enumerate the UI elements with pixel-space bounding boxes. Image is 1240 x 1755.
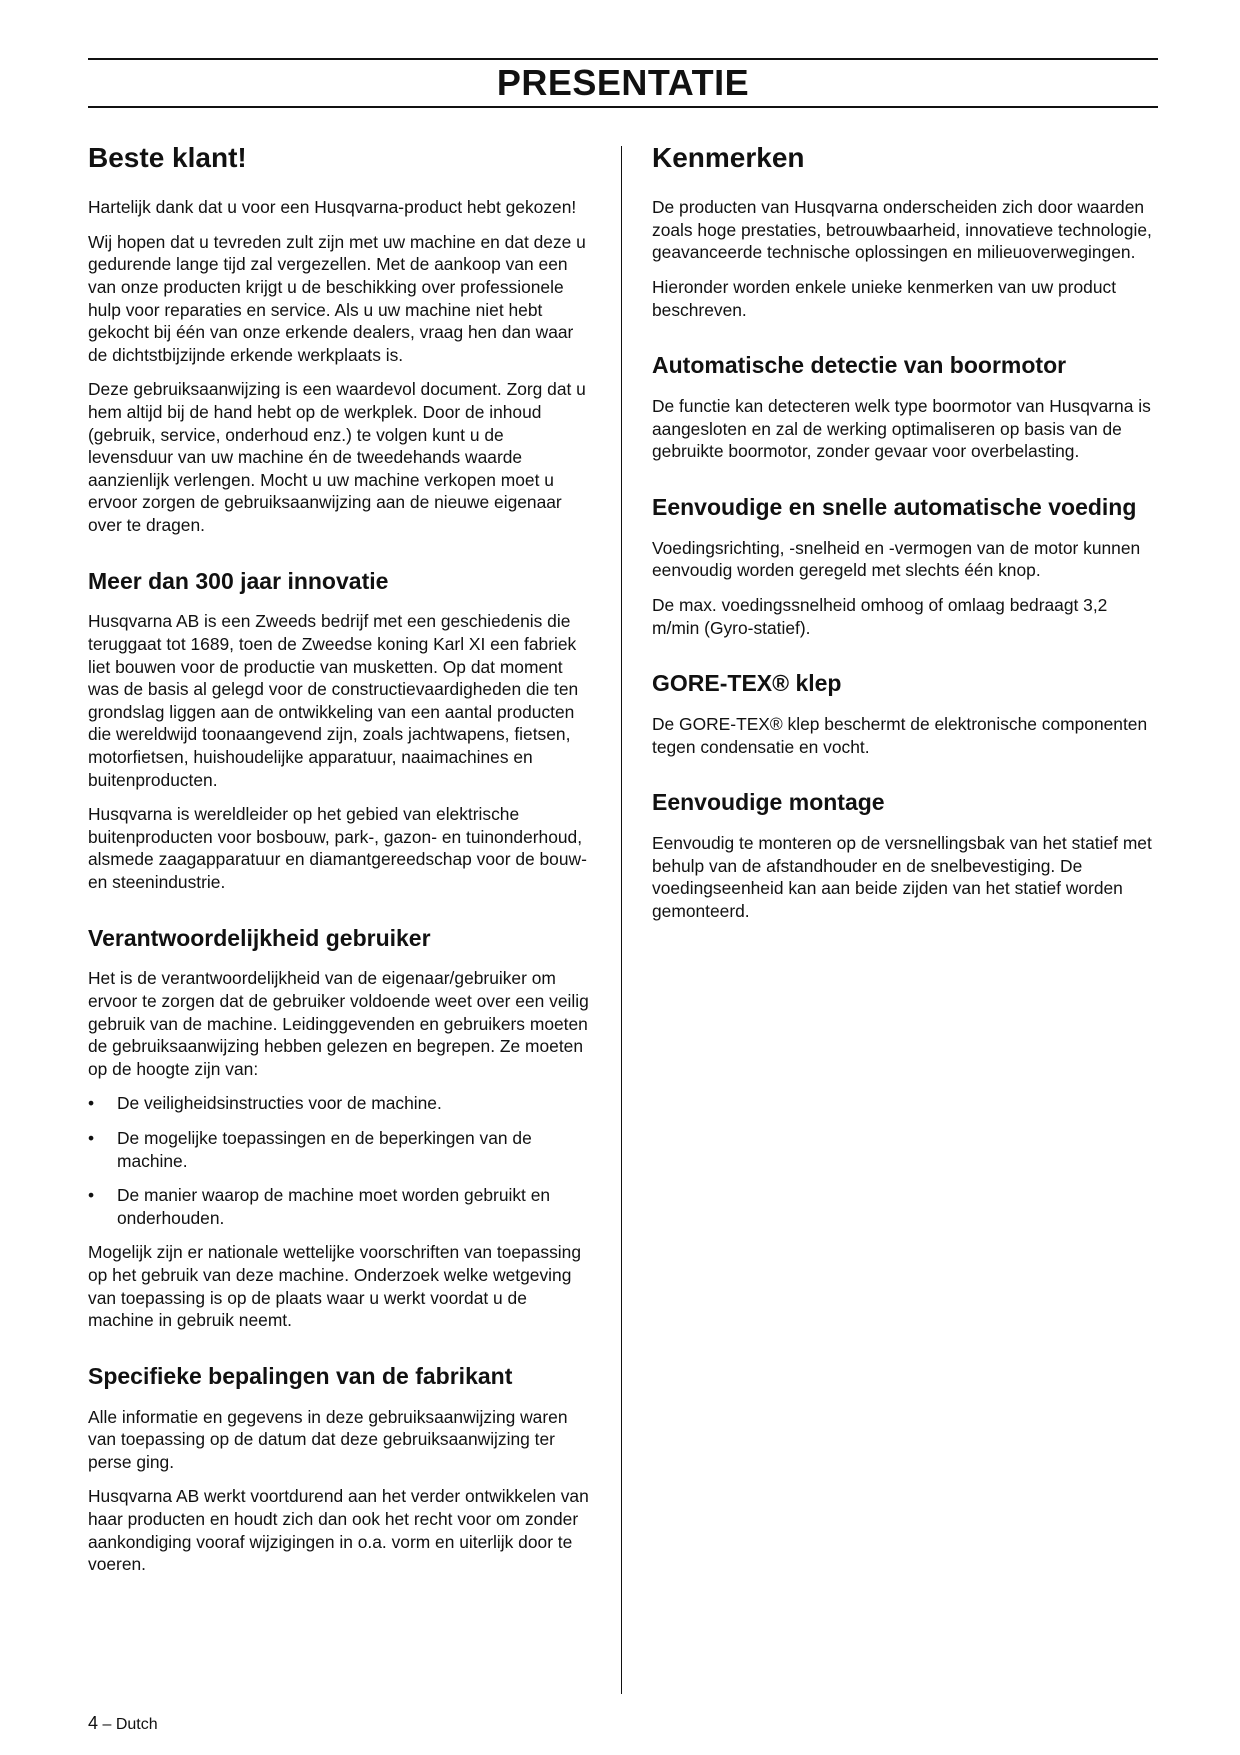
manufacturer-paragraph: Husqvarna AB werkt voortdurend aan het verder ontwikkelen van haar producten en houdt zich dan ook het recht voor om zonder aankondiging vooraf wijzigingen in o.a. vorm en uiterlijk door te voeren. <box>88 1486 589 1575</box>
feed-paragraph: De max. voedingssnelheid omhoog of omlaag bedraagt 3,2 m/min (Gyro-statief). <box>652 594 1108 638</box>
features-heading: Kenmerken <box>652 142 805 173</box>
intro-paragraph: Deze gebruiksaanwijzing is een waardevol document. Zorg dat u hem altijd bij de hand hebt op de werkplek. Door de inhoud (gebruik, service, onderhoud enz.) te volgen kunt u de levensduur van uw machine én de tweedehands waarde aanzienlijk verlengen. Mocht u uw machine verkopen moet u ervoor zorgen de gebruiksaanwijzing aan de nieuwe eigenaar over te dragen. <box>88 379 586 535</box>
innovation-heading: Meer dan 300 jaar innovatie <box>88 567 389 594</box>
feed-heading: Eenvoudige en snelle automatische voeding <box>652 493 1137 520</box>
footer-separator: – <box>102 1716 112 1733</box>
responsibility-heading: Verantwoordelijkheid gebruiker <box>88 924 431 951</box>
footer-language: Dutch <box>115 1716 158 1733</box>
detection-heading: Automatische detectie van boormotor <box>652 352 1067 379</box>
bullet-icon: • <box>88 1093 95 1114</box>
responsibility-paragraph: Het is de verantwoordelijkheid van de eigenaar/gebruiker om ervoor te zorgen dat de gebruiker voldoende weet over een veilig gebruik van de machine. Leidinggevenden en gebruikers moeten de gebruiksaanwijzing hebben gelezen en begrepen. Ze moeten op de hoogte zijn van: <box>88 968 589 1079</box>
responsibility-bullet-list <box>88 1092 590 1229</box>
bullet-text: De manier waarop de machine moet worden gebruikt en onderhouden. <box>117 1185 551 1228</box>
left-column <box>88 136 590 1588</box>
features-paragraph: De producten van Husqvarna onderscheiden zich door waarden zoals hoge prestaties, betrouwbaarheid, innovatieve technologie, geavanceerde technische oplossingen en milieuoverwegingen. <box>652 197 1152 263</box>
bullet-text: De mogelijke toepassingen en de beperkingen van de machine. <box>117 1127 532 1171</box>
manufacturer-heading: Specifieke bepalingen van de fabrikant <box>88 1362 513 1389</box>
page-title: PRESENTATIE <box>496 62 750 103</box>
intro-paragraph: Hartelijk dank dat u voor een Husqvarna-product hebt gekozen! <box>88 197 577 218</box>
bullet-icon: • <box>88 1185 95 1206</box>
intro-paragraph: Wij hopen dat u tevreden zult zijn met uw machine en dat deze u gedurende lange tijd zal vergezellen. Met de aankoop van een van onze producten krijgt u de beschikking over professionele hulp voor reparaties en service. Als u uw machine niet hebt gekocht bij één van onze erkende dealers, vraag hen dan waar de dichtstbijzijnde erkende werkplaats is. <box>88 231 586 365</box>
page-header <box>88 58 1158 108</box>
goretex-paragraph: De GORE-TEX® klep beschermt de elektronische componenten tegen condensatie en vocht. <box>652 713 1148 757</box>
mounting-heading: Eenvoudige montage <box>652 789 885 816</box>
bullet-item <box>88 1092 590 1115</box>
mounting-paragraph: Eenvoudig te monteren op de versnellingsbak van het statief met behulp van de afstandhouder en de snelbevestiging. De voedingseenheid kan aan beide zijden van het statief worden gemonteerd. <box>652 833 1152 921</box>
page-number: 4 <box>88 1713 99 1733</box>
innovation-paragraph: Husqvarna is wereldleider op het gebied van elektrische buitenproducten voor bosbouw, park-, gazon- en tuinonderhoud, alsmede zaagapparatuur en diamantgereedschap voor de bouw- en steenindustrie. <box>88 804 587 892</box>
page-footer <box>88 1713 158 1734</box>
goretex-heading: GORE-TEX® klep <box>652 670 842 697</box>
innovation-paragraph: Husqvarna AB is een Zweeds bedrijf met een geschiedenis die teruggaat tot 1689, toen de Zweedse koning Karl XI een fabriek liet bouwen voor de productie van musketten. Op dat moment was de basis al gelegd voor de constructievaardigheden die ten grondslag liggen aan de ontwikkeling van een aantal producten die wereldwijd toonaangevend zijn, zoals jachtwapens, fietsen, motorfietsen, huishoudelijke apparatuur, naaimachines en buitenproducten. <box>88 611 579 790</box>
feed-paragraph: Voedingsrichting, -snelheid en -vermogen van de motor kunnen eenvoudig worden geregeld met slechts één knop. <box>652 537 1141 581</box>
responsibility-closing: Mogelijk zijn er nationale wettelijke voorschriften van toepassing op het gebruik van deze machine. Onderzoek welke wetgeving van toepassing is op de plaats waar u werkt voordat u de machine in gebruik neemt. <box>88 1242 581 1331</box>
bullet-item <box>88 1127 590 1172</box>
bullet-item <box>88 1184 590 1229</box>
detection-paragraph: De functie kan detecteren welk type boormotor van Husqvarna is aangesloten en zal de werking optimaliseren op basis van de gebruikte boormotor, zonder gevaar voor overbelasting. <box>652 396 1151 462</box>
features-paragraph: Hieronder worden enkele unieke kenmerken van uw product beschreven. <box>652 276 1117 320</box>
greeting-heading: Beste klant! <box>88 142 247 173</box>
manufacturer-paragraph: Alle informatie en gegevens in deze gebruiksaanwijzing waren van toepassing op de datum dat deze gebruiksaanwijzing ter perse ging. <box>88 1406 568 1472</box>
right-column <box>652 136 1158 934</box>
bullet-text: De veiligheidsinstructies voor de machine. <box>117 1093 442 1114</box>
bullet-icon: • <box>88 1127 95 1148</box>
column-divider <box>621 146 622 1694</box>
